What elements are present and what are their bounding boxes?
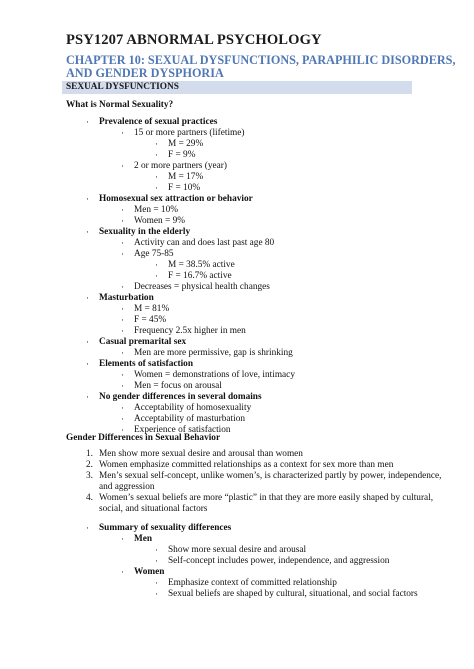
bullet: · bbox=[121, 381, 124, 391]
bullet: · bbox=[86, 194, 89, 204]
bullet: · bbox=[121, 414, 124, 424]
list-item: Men show more sexual desire and arousal than women bbox=[99, 449, 303, 459]
list-item: Women emphasize committed relationships as a context for sex more than men bbox=[99, 460, 394, 470]
summary-women-heading: Women bbox=[134, 567, 165, 577]
gender-differences-heading: Gender Differences in Sexual Behavior bbox=[66, 433, 221, 443]
list-item: Decreases = physical health changes bbox=[134, 282, 270, 292]
masturbation-heading: Masturbation bbox=[99, 293, 154, 303]
list-item: Show more sexual desire and arousal bbox=[168, 545, 307, 555]
no-gender-heading: No gender differences in several domains bbox=[99, 392, 262, 402]
prevalence-heading: Prevalence of sexual practices bbox=[99, 117, 218, 127]
bullet: · bbox=[155, 260, 158, 270]
section-heading-sexual-dysfunctions: SEXUAL DYSFUNCTIONS bbox=[66, 82, 179, 92]
bullet: · bbox=[121, 128, 124, 138]
list-item: Men = focus on arousal bbox=[134, 381, 222, 391]
bullet: · bbox=[121, 534, 124, 544]
bullet: · bbox=[121, 315, 124, 325]
list-item: Women = demonstrations of love, intimacy bbox=[134, 370, 295, 380]
normal-sexuality-heading: What is Normal Sexuality? bbox=[66, 100, 174, 110]
list-item: Men are more permissive, gap is shrinking bbox=[134, 348, 293, 358]
list-item: F = 10% bbox=[168, 183, 201, 193]
document-title: PSY1207 ABNORMAL PSYCHOLOGY bbox=[66, 32, 322, 48]
bullet: · bbox=[86, 227, 89, 237]
list-item: 15 or more partners (lifetime) bbox=[134, 128, 245, 138]
elderly-heading: Sexuality in the elderly bbox=[99, 227, 191, 237]
bullet: · bbox=[86, 359, 89, 369]
list-number: 2. bbox=[86, 460, 93, 470]
bullet: · bbox=[121, 567, 124, 577]
chapter-title-line-1: CHAPTER 10: SEXUAL DYSFUNCTIONS, PARAPHILIC DISORDERS, bbox=[66, 53, 456, 67]
bullet: · bbox=[121, 282, 124, 292]
list-item: Acceptability of homosexuality bbox=[134, 403, 252, 413]
bullet: · bbox=[155, 556, 158, 566]
bullet: · bbox=[155, 545, 158, 555]
list-item-continued: and aggression bbox=[99, 482, 155, 492]
list-item: Sexual beliefs are shaped by cultural, situational, and social factors bbox=[168, 589, 418, 599]
homosexual-heading: Homosexual sex attraction or behavior bbox=[99, 194, 253, 204]
list-number: 4. bbox=[86, 493, 93, 503]
bullet: · bbox=[121, 249, 124, 259]
bullet: · bbox=[121, 216, 124, 226]
list-item: Activity can and does last past age 80 bbox=[134, 238, 275, 248]
list-item: M = 29% bbox=[168, 139, 204, 149]
list-item: M = 17% bbox=[168, 172, 204, 182]
bullet: · bbox=[155, 172, 158, 182]
list-item: M = 38.5% active bbox=[168, 260, 235, 270]
list-item: Emphasize context of committed relationship bbox=[168, 578, 337, 588]
list-number: 1. bbox=[86, 449, 93, 459]
list-item: Women’s sexual beliefs are more “plastic” in that they are more easily shaped by cultural, bbox=[99, 493, 434, 503]
list-item: Frequency 2.5x higher in men bbox=[134, 326, 246, 336]
list-item: Experience of satisfaction bbox=[134, 425, 231, 435]
list-item: Men’s sexual self-concept, unlike women’s, is characterized partly by power, independence, bbox=[99, 471, 442, 481]
list-item: Acceptability of masturbation bbox=[134, 414, 246, 424]
bullet: · bbox=[155, 150, 158, 160]
summary-heading: Summary of sexuality differences bbox=[99, 523, 232, 533]
list-item: F = 45% bbox=[134, 315, 167, 325]
elements-heading: Elements of satisfaction bbox=[99, 359, 193, 369]
bullet: · bbox=[86, 523, 89, 533]
bullet: · bbox=[121, 370, 124, 380]
bullet: · bbox=[155, 183, 158, 193]
list-item: Men = 10% bbox=[134, 205, 178, 215]
list-number: 3. bbox=[86, 471, 93, 481]
summary-men-heading: Men bbox=[134, 534, 153, 544]
bullet: · bbox=[155, 139, 158, 149]
bullet: · bbox=[121, 205, 124, 215]
bullet: · bbox=[121, 161, 124, 171]
bullet: · bbox=[121, 403, 124, 413]
list-item: F = 9% bbox=[168, 150, 196, 160]
list-item: F = 16.7% active bbox=[168, 271, 232, 281]
bullet: · bbox=[121, 238, 124, 248]
list-item: Women = 9% bbox=[134, 216, 185, 226]
bullet: · bbox=[155, 271, 158, 281]
bullet: · bbox=[121, 304, 124, 314]
list-item: 2 or more partners (year) bbox=[134, 161, 227, 171]
list-item-continued: social, and situational factors bbox=[99, 504, 208, 514]
casual-heading: Casual premarital sex bbox=[99, 337, 187, 347]
list-item: Age 75-85 bbox=[134, 249, 174, 259]
bullet: · bbox=[121, 425, 124, 435]
bullet: · bbox=[86, 337, 89, 347]
list-item: M = 81% bbox=[134, 304, 170, 314]
bullet: · bbox=[121, 348, 124, 358]
bullet: · bbox=[86, 293, 89, 303]
bullet: · bbox=[86, 117, 89, 127]
bullet: · bbox=[86, 392, 89, 402]
chapter-title-line-2: AND GENDER DYSPHORIA bbox=[66, 66, 224, 80]
bullet: · bbox=[121, 326, 124, 336]
bullet: · bbox=[155, 589, 158, 599]
list-item: Self-concept includes power, independence, and aggression bbox=[168, 556, 390, 566]
bullet: · bbox=[155, 578, 158, 588]
